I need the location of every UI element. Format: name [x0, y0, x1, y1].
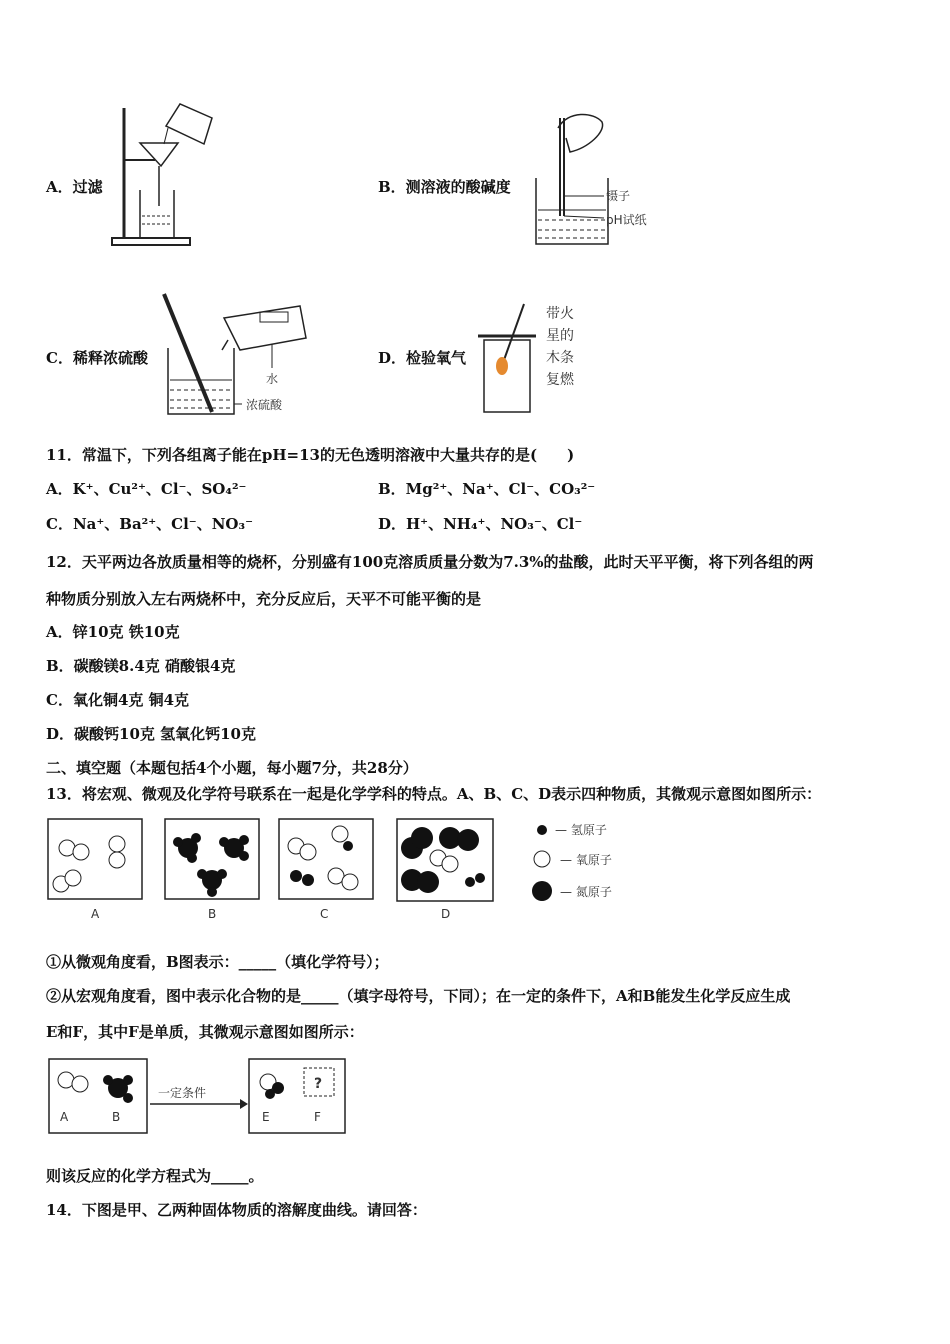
option-c-dilute-acid: C．稀释浓硫酸: [46, 349, 148, 367]
q11-option-d: D．H⁺、NH₄⁺、NO₃⁻、Cl⁻: [378, 515, 583, 533]
reaction-arrow-icon: [150, 1098, 250, 1110]
legend-oxygen-icon: [533, 849, 553, 869]
option-a-filtration: A．过滤: [46, 178, 103, 196]
box-b-label: B: [208, 907, 217, 921]
unknown-product-placeholder: ?: [314, 1076, 323, 1092]
box-d-label: D: [441, 907, 451, 921]
q11-option-b: B．Mg²⁺、Na⁺、Cl⁻、CO₃²⁻: [378, 480, 596, 498]
reaction-left-box: [48, 1058, 150, 1136]
q12-option-b: B．碳酸镁8.4克 硝酸银4克: [46, 657, 236, 675]
q13-stem: 13．将宏观、微观及化学符号联系在一起是化学学科的特点。A、B、C、D表示四种物质，其微观示意图如图所示：: [46, 785, 822, 803]
oxygen-test-figure: [476, 300, 546, 415]
ph-paper-label: pH试纸: [606, 213, 647, 227]
legend-hydrogen: — 氢原子: [555, 823, 607, 837]
filtration-apparatus-figure: [100, 98, 225, 248]
water-label: 水: [266, 372, 279, 386]
particle-box-d: [396, 818, 496, 904]
box-a-label: A: [91, 907, 100, 921]
conc-acid-label: 浓硫酸: [246, 398, 283, 412]
reaction-f-label: F: [314, 1110, 321, 1124]
ph-test-figure: [528, 108, 618, 248]
box-c-label: C: [320, 907, 329, 921]
q14-stem: 14．下图是甲、乙两种固体物质的溶解度曲线。请回答：: [46, 1201, 427, 1219]
q11-option-a: A．K⁺、Cu²⁺、Cl⁻、SO₄²⁻: [46, 480, 247, 498]
reaction-right-box: [248, 1058, 348, 1136]
q12-option-d: D．碳酸钙10克 氢氧化钙10克: [46, 725, 256, 743]
reaction-e-label: E: [262, 1110, 270, 1124]
particle-box-a: [47, 818, 145, 902]
reaction-b-label: B: [112, 1110, 121, 1124]
option-b-ph-test: B．测溶液的酸碱度: [378, 178, 511, 196]
legend-hydrogen-icon: [535, 822, 551, 838]
splint-label-3: 木条: [546, 350, 574, 366]
q11-stem: 11．常温下，下列各组离子能在pH=13的无色透明溶液中大量共存的是( ): [46, 446, 575, 464]
splint-label-2: 星的: [546, 328, 574, 344]
q12-stem-line1: 12．天平两边各放质量相等的烧杯，分别盛有100克溶质质量分数为7.3%的盐酸，此时天平平衡，将下列各组的两: [46, 553, 814, 571]
splint-label-4: 复燃: [546, 372, 574, 388]
legend-nitrogen: — 氮原子: [560, 885, 612, 899]
q13-part2-line2: E和F，其中F是单质，其微观示意图如图所示：: [46, 1023, 364, 1041]
section-2-heading: 二、填空题（本题包括4个小题，每小题7分，共28分）: [46, 759, 418, 777]
particle-box-b: [164, 818, 262, 902]
particle-box-c: [278, 818, 376, 902]
legend-nitrogen-icon: [531, 879, 555, 903]
q12-option-a: A．锌10克 铁10克: [46, 623, 180, 641]
q13-part2-line1: ②从宏观角度看，图中表示化合物的是_____（填字母符号，下同）；在一定的条件下，A和B能发生化学反应生成: [46, 987, 791, 1005]
reaction-a-label: A: [60, 1110, 69, 1124]
reaction-condition: 一定条件: [158, 1086, 207, 1100]
splint-label-1: 带火: [546, 306, 574, 322]
q11-option-c: C．Na⁺、Ba²⁺、Cl⁻、NO₃⁻: [46, 515, 253, 533]
q12-option-c: C．氧化铜4克 铜4克: [46, 691, 190, 709]
legend-oxygen: — 氧原子: [560, 853, 612, 867]
q13-part3: 则该反应的化学方程式为_____。: [46, 1167, 264, 1185]
dilute-acid-figure: [160, 292, 310, 420]
q13-part1: ①从微观角度看，B图表示：_____（填化学符号）；: [46, 953, 389, 971]
tweezers-label: 镊子: [606, 189, 631, 203]
option-d-oxygen-test: D．检验氧气: [378, 349, 467, 367]
q12-stem-line2: 种物质分别放入左右两烧杯中，充分反应后，天平不可能平衡的是: [46, 590, 482, 608]
